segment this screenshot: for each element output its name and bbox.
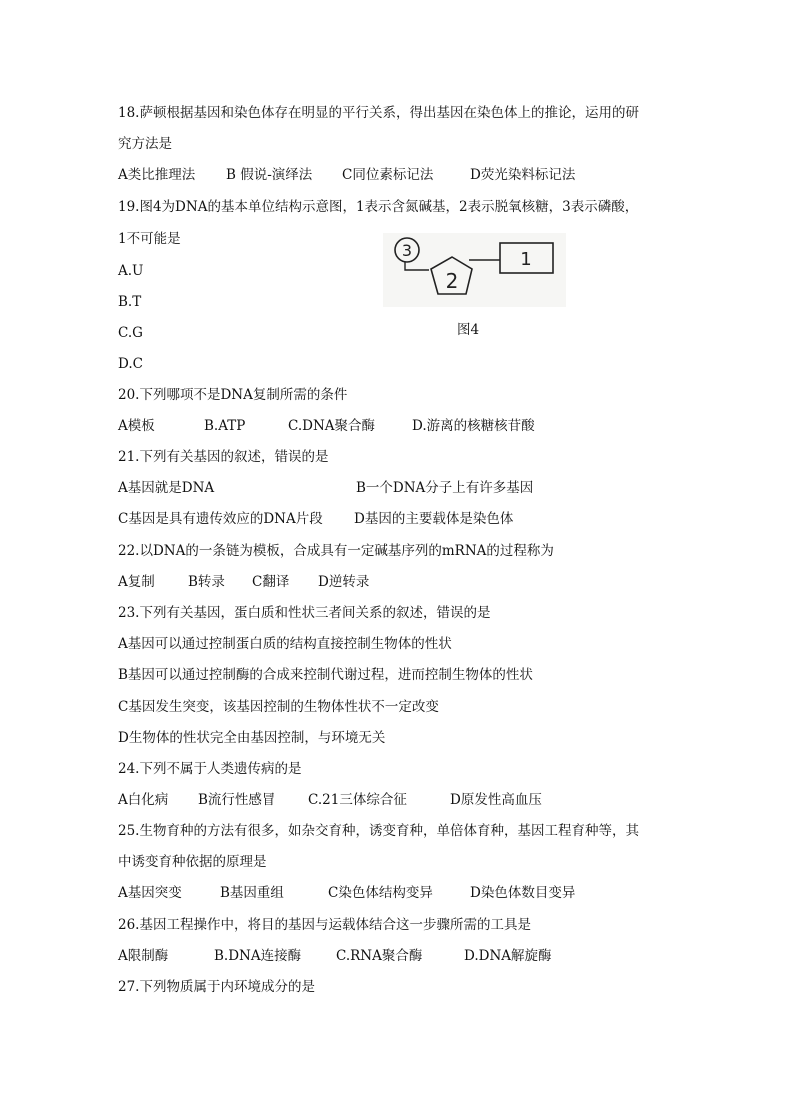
q25-stem-line1: 25.生物育种的方法有很多，如杂交育种，诱变育种，单倍体育种，基因工程育种等，其	[118, 823, 639, 839]
q22-option-b: B转录	[188, 574, 225, 590]
dna-nucleotide-svg	[383, 233, 566, 307]
q19-option-a: A.U	[118, 263, 144, 279]
q21-options-row2	[118, 510, 513, 528]
q18-stem-line2: 究方法是	[118, 136, 172, 152]
q23-option-b: B基因可以通过控制酶的合成来控制代谢过程，进而控制生物体的性状	[118, 667, 533, 683]
q18-option-c: C同位素标记法	[342, 167, 434, 183]
q24-option-d: D原发性高血压	[450, 792, 542, 808]
q18-option-a: A类比推理法	[118, 167, 196, 183]
q23-option-a: A基因可以通过控制蛋白质的结构直接控制生物体的性状	[118, 636, 452, 652]
q26-option-b: B.DNA连接酶	[214, 948, 302, 964]
deoxyribose-label: 2	[445, 269, 459, 293]
q26-option-c: C.RNA聚合酶	[336, 948, 423, 964]
q23-option-c: C基因发生突变，该基因控制的生物体性状不一定改变	[118, 699, 439, 715]
q25-stem-line2: 中诱变育种依据的原理是	[118, 854, 267, 870]
nitrogenous-base-label: 1	[520, 249, 532, 270]
q22-option-c: C翻译	[252, 574, 290, 590]
q26-options	[118, 947, 552, 965]
q21-option-b: B一个DNA分子上有许多基因	[356, 480, 534, 496]
phosphate-label: 3	[401, 241, 413, 260]
q18-options	[118, 166, 575, 184]
q22-options	[118, 573, 369, 591]
q19-option-c: C.G	[118, 325, 143, 341]
q21-option-a: A基因就是DNA	[118, 480, 215, 496]
q25-option-c: C染色体结构变异	[328, 885, 433, 901]
q21-options-row1	[118, 479, 533, 497]
q18-option-b: B 假说-演绎法	[226, 167, 313, 183]
phosphate-sugar-bond	[405, 262, 429, 270]
q20-options	[118, 417, 535, 435]
q26-option-a: A限制酶	[118, 948, 169, 964]
q18-stem-line1: 18.萨顿根据基因和染色体存在明显的平行关系，得出基因在染色体上的推论，运用的研	[118, 105, 639, 121]
q19-option-d: D.C	[118, 356, 143, 372]
q18-option-d: D荧光染料标记法	[470, 167, 576, 183]
q25-option-b: B基因重组	[220, 885, 284, 901]
q20-option-b: B.ATP	[204, 418, 246, 434]
q27-stem: 27.下列物质属于内环境成分的是	[118, 979, 315, 995]
q19-stem-line1: 19.图4为DNA的基本单位结构示意图，1表示含氮碱基，2表示脱氧核糖，3表示磷酸，	[118, 199, 639, 215]
q22-option-d: D逆转录	[318, 574, 370, 590]
q24-option-a: A白化病	[118, 792, 169, 808]
q25-options	[118, 884, 575, 902]
q19-option-b: B.T	[118, 294, 142, 310]
q22-option-a: A复制	[118, 574, 155, 590]
q23-stem: 23.下列有关基因，蛋白质和性状三者间关系的叙述，错误的是	[118, 605, 491, 621]
figure-caption: 图4	[457, 322, 480, 338]
q23-option-d: D生物体的性状完全由基因控制，与环境无关	[118, 730, 386, 746]
dna-nucleotide-diagram	[383, 233, 566, 307]
q24-option-b: B流行性感冒	[198, 792, 276, 808]
q25-option-d: D染色体数目变异	[470, 885, 576, 901]
q19-stem-line2: 1不可能是	[118, 231, 181, 247]
q20-option-d: D.游离的核糖核苷酸	[412, 418, 535, 434]
q20-option-c: C.DNA聚合酶	[288, 418, 376, 434]
q22-stem: 22.以DNA的一条链为模板，合成具有一定碱基序列的mRNA的过程称为	[118, 543, 554, 559]
q21-option-d: D基因的主要载体是染色体	[354, 511, 514, 527]
q20-stem: 20.下列哪项不是DNA复制所需的条件	[118, 387, 348, 403]
q21-option-c: C基因是具有遗传效应的DNA片段	[118, 511, 323, 527]
q25-option-a: A基因突变	[118, 885, 182, 901]
q26-option-d: D.DNA解旋酶	[464, 948, 552, 964]
q20-option-a: A模板	[118, 418, 155, 434]
q21-stem: 21.下列有关基因的叙述，错误的是	[118, 449, 329, 465]
q24-stem: 24.下列不属于人类遗传病的是	[118, 761, 302, 777]
q26-stem: 26.基因工程操作中，将目的基因与运载体结合这一步骤所需的工具是	[118, 917, 531, 933]
q24-option-c: C.21三体综合征	[308, 792, 407, 808]
q24-options	[118, 791, 542, 809]
